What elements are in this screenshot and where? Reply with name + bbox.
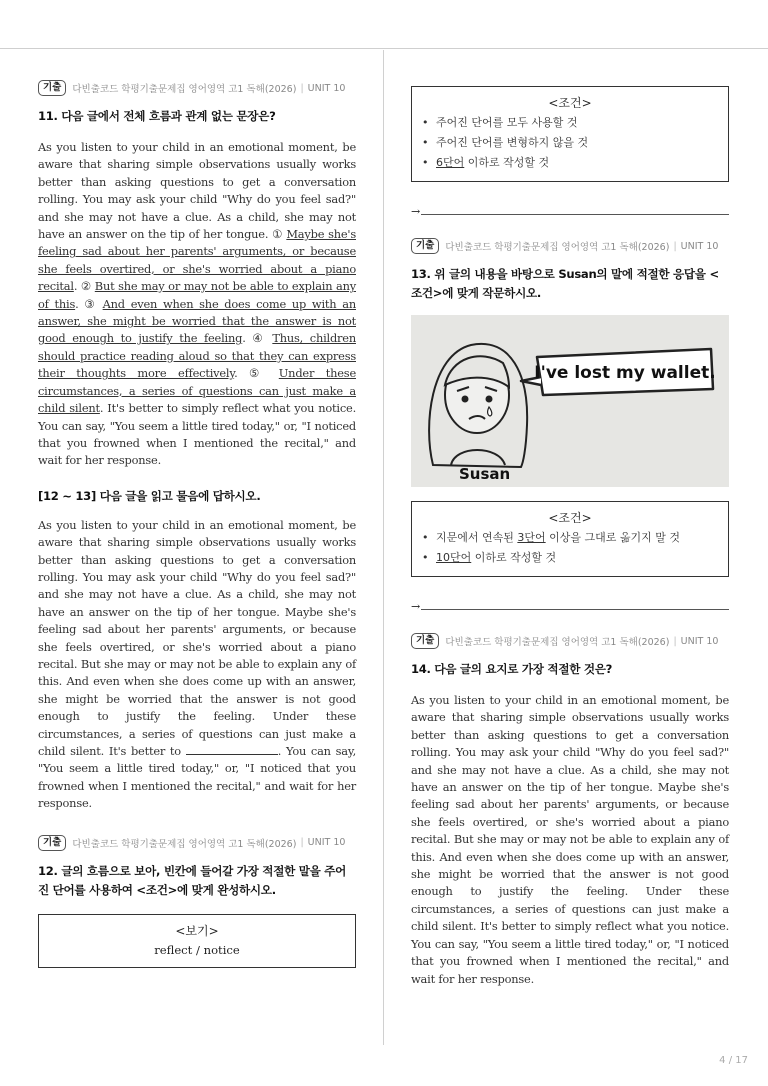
question-12-title: 12. 글의 흐름으로 보아, 빈칸에 들어갈 가장 적절한 말을 주어진 단어를 사용하여 <조건>에 맞게 완성하시오. [38,863,347,897]
source-badge: 기출 [411,238,439,254]
question-11-title: 11. 다음 글에서 전체 흐름과 관계 없는 문장은? [38,109,276,123]
q12-condition-box [411,86,729,182]
right-column [411,86,729,988]
arrow-icon: → [411,205,421,218]
source-separator: | [300,82,304,94]
sentence-marker-1: ① [272,227,287,242]
arrow-icon: → [411,600,421,613]
source-badge: 기출 [38,80,66,96]
sentence-marker-4: . ④ [242,331,273,346]
source-separator: | [300,837,304,849]
question-14-passage: As you listen to your child in an emotional moment, be aware that sharing simple observations usually works better than asking questions to get a conversation rolling. You may ask your child "Why do you feel sad?" and she may not have a clue. As a child, she may not have an answer on the tip of her tongue. Maybe she's feeling sad about her parents' arguments, or because she feels overtired, or she's worried about a piano recital. But she may or may not be able to explain any of this. And even when she does come up with an answer, she might be worried that the answer is not good enough to justify the feeling. Under these circumstances, a series of questions can just make a child silent. It's better to simply reflect what you notice. You can say, "You seem a little tired today," or, "I noticed that you frowned when I mentioned the recital," and wait for her response. [411,693,729,986]
passage-text-end: . It's better to simply reflect what you notice. You can say, "You seem a little tired today," or, "I noticed that you frowned when I mentioned the recital," and wait for her response. [38,401,356,468]
passage-12-13 [38,517,356,813]
source-line-q11 [38,80,356,96]
example-box [38,914,356,968]
q13-condition-box [411,501,729,577]
question-11-passage [38,139,356,470]
source-unit: UNIT 10 [307,837,346,849]
source-unit: UNIT 10 [680,240,719,252]
condition-item: • 지문에서 연속된 3단어 이상을 그대로 옮기지 말 것 [422,531,681,544]
source-unit: UNIT 10 [680,635,719,647]
answer-underline [421,604,729,610]
condition-list [422,113,718,173]
source-separator: | [673,240,677,252]
condition-item: • 주어진 단어를 변형하지 않을 것 [422,136,589,149]
passage-text-end: . You can say, "You seem a little tired today," or, "I noticed that you frowned when I mentioned the recital," and wait for her response. [38,744,356,811]
condition-title: <조건> [548,96,592,110]
column-divider [383,50,384,1045]
sentence-1: Maybe she's feeling sad about her parents' arguments, or because she feels overtired, or she's worried about a piano recital [38,227,356,294]
passage-text: As you listen to your child in an emotional moment, be aware that sharing simple observations usually works better than asking questions to get a conversation rolling. You may ask your child "Why do you feel sad?" and she may not have a clue. As a child, she may not have an answer on the tip of her tongue. Maybe she's feeling sad about her parents' arguments, or because she feels overtired, or she's worried about a piano recital. But she may or may not be able to explain any of this. And even when she does come up with an answer, she might be worried that the answer is not good enough to justify the feeling. Under these circumstances, a series of questions can just make a child silent. It's better to [38,517,356,758]
source-separator: | [673,635,677,647]
source-line-q14 [411,633,729,649]
answer-underline [421,209,729,215]
question-14-title: 14. 다음 글의 요지로 가장 적절한 것은? [411,662,613,676]
girl-drawing-icon [411,315,729,487]
source-badge: 기출 [411,633,439,649]
character-name: Susan [459,465,511,483]
sentence-3: And even when she does come up with an answer, she might be worried that the answer is not good enough to justify the feeling [38,296,356,346]
source-text: 다빈출코드 학평기출문제집 영어영역 고1 독해(2026) [72,838,297,850]
condition-item: • 6단어 이하로 작성할 것 [422,156,550,169]
sentence-4: Thus, children should practice reading aloud so that they can express their thoughts more effectively [38,331,356,381]
page-number: 4 / 17 [719,1055,748,1066]
example-words: reflect / notice [154,942,240,957]
source-text: 다빈출코드 학평기출문제집 영어영역 고1 독해(2026) [72,84,297,95]
q12-answer-line[interactable] [411,206,729,218]
passage-text: As you listen to your child in an emotional moment, be aware that sharing simple observations usually works better than asking questions to get a conversation rolling. You may ask your child "Why do you feel sad?" and she may not have a clue. As a child, she may not have an answer on the tip of her tongue. [38,140,356,242]
source-text: 다빈출코드 학평기출문제집 영어영역 고1 독해(2026) [445,242,670,253]
sentence-5: Under these circumstances, a series of questions can just make a child silent [38,366,356,416]
condition-title: <조건> [548,511,592,525]
source-line-q13 [411,238,729,254]
condition-item: • 10단어 이하로 작성할 것 [422,551,557,564]
source-text: 다빈출코드 학평기출문제집 영어영역 고1 독해(2026) [445,637,670,648]
sentence-marker-3: . ③ [75,296,103,311]
source-line-q12 [38,835,356,851]
condition-list [422,528,718,568]
sentence-2: But she may or may not be able to explain any of this [38,279,356,311]
source-badge: 기출 [38,835,66,851]
left-column [38,80,356,968]
question-13-title: 13. 위 글의 내용을 바탕으로 Susan의 말에 적절한 응답을 <조건>에 맞게 작문하시오. [411,267,719,300]
section-12-13-heading: [12 ~ 13] 다음 글을 읽고 물음에 답하시오. [38,488,261,503]
example-box-title: <보기> [175,923,219,938]
speech-text: I've lost my wallet. [534,363,716,383]
top-rule [0,48,768,49]
susan-illustration [411,315,729,487]
source-unit: UNIT 10 [307,82,346,94]
answer-blank [186,743,278,755]
condition-item: • 주어진 단어를 모두 사용할 것 [422,116,578,129]
sentence-marker-5: . ⑤ [234,366,279,381]
q13-answer-line[interactable] [411,601,729,613]
sentence-marker-2: . ② [73,279,95,294]
